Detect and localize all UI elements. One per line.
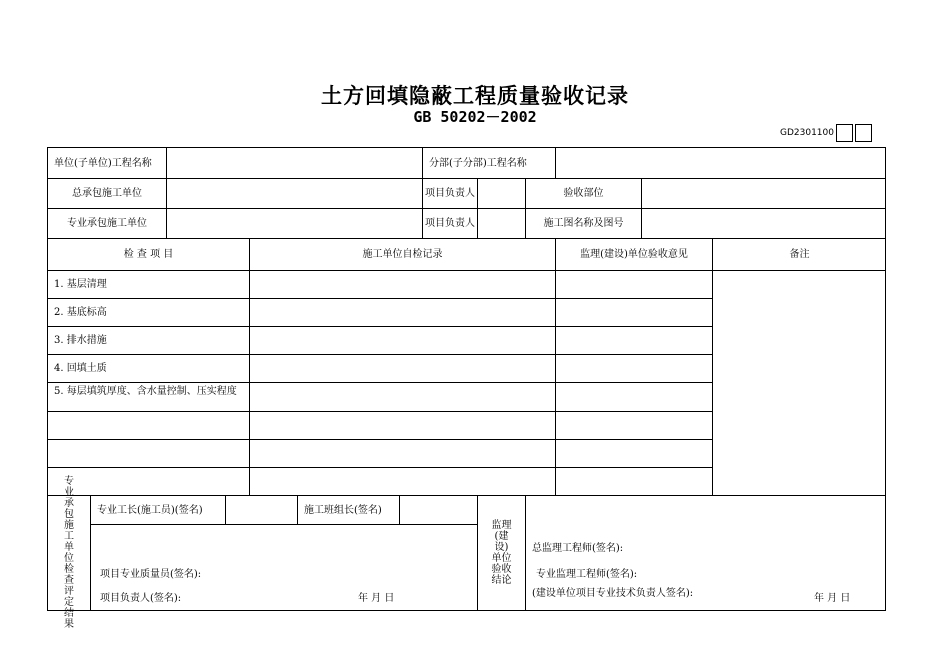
drawing-label: 施工图名称及图号 <box>526 209 642 239</box>
foreman-signature[interactable] <box>226 496 298 525</box>
col-header-check-item: 检 查 项 目 <box>48 239 250 271</box>
supervision-5[interactable] <box>556 383 713 412</box>
remarks-cell[interactable] <box>713 271 886 496</box>
standard-number: GB 50202－2002 <box>413 108 537 126</box>
self-check-4[interactable] <box>250 355 556 383</box>
owner-tech-label: (建设单位项目专业技术负责人签名): <box>532 588 694 599</box>
general-contractor-value[interactable] <box>167 179 423 209</box>
date-right: 年 月 日 <box>814 593 851 604</box>
check-item-4: 4. 回填土质 <box>48 355 250 383</box>
supervision-result-title <box>478 496 526 610</box>
self-check-7[interactable] <box>250 440 556 468</box>
project-leader-label: 项目负责人(签名): <box>100 593 182 604</box>
form-code-box-2[interactable] <box>855 124 872 142</box>
self-check-6[interactable] <box>250 412 556 440</box>
check-item-1: 1. 基层清理 <box>48 271 250 299</box>
self-check-3[interactable] <box>250 327 556 355</box>
supervision-6[interactable] <box>556 412 713 440</box>
specialty-contractor-label: 专业承包施工单位 <box>48 209 167 239</box>
form-code-text: GD2301100 <box>780 128 834 138</box>
project-manager-label-1: 项目负责人 <box>423 179 478 209</box>
supervision-1[interactable] <box>556 271 713 299</box>
check-item-2: 2. 基底标高 <box>48 299 250 327</box>
check-item-3: 3. 排水措施 <box>48 327 250 355</box>
acceptance-form-sheet <box>47 147 886 630</box>
supervision-7[interactable] <box>556 440 713 468</box>
form-code <box>780 124 872 142</box>
form-title: 土方回填隐蔽工程质量验收记录 <box>321 84 629 108</box>
sub-project-label: 分部(子分部)工程名称 <box>423 148 556 179</box>
specialty-supervisor-label: 专业监理工程师(签名): <box>536 569 638 580</box>
self-check-2[interactable] <box>250 299 556 327</box>
self-check-1[interactable] <box>250 271 556 299</box>
unit-project-label: 单位(子单位)工程名称 <box>48 148 167 179</box>
col-header-supervision: 监理(建设)单位验收意见 <box>556 239 713 271</box>
acceptance-part-label: 验收部位 <box>526 179 642 209</box>
acceptance-part-value[interactable] <box>642 179 886 209</box>
col-header-self-check: 施工单位自检记录 <box>250 239 556 271</box>
drawing-value[interactable] <box>642 209 886 239</box>
self-check-5[interactable] <box>250 383 556 412</box>
unit-project-value[interactable] <box>167 148 423 179</box>
project-manager-value-2[interactable] <box>478 209 526 239</box>
team-leader-signature[interactable] <box>400 496 478 525</box>
quality-inspector-label: 项目专业质量员(签名): <box>100 569 202 580</box>
specialty-contractor-value[interactable] <box>167 209 423 239</box>
supervision-4[interactable] <box>556 355 713 383</box>
foreman-label: 专业工长(施工员)(签名) <box>91 496 226 525</box>
contractor-result-title <box>48 476 91 630</box>
check-item-5: 5. 每层填筑厚度、含水量控制、压实程度 <box>48 383 250 412</box>
check-item-7[interactable] <box>48 440 250 468</box>
project-manager-label-2: 项目负责人 <box>423 209 478 239</box>
supervision-3[interactable] <box>556 327 713 355</box>
project-manager-value-1[interactable] <box>478 179 526 209</box>
supervision-2[interactable] <box>556 299 713 327</box>
supervision-result-title-text: 监理(建设)单位验收结论 <box>491 520 512 586</box>
self-check-8[interactable] <box>250 468 556 496</box>
sub-project-value[interactable] <box>556 148 886 179</box>
check-item-6[interactable] <box>48 412 250 440</box>
check-item-8[interactable] <box>48 468 250 496</box>
supervision-8[interactable] <box>556 468 713 496</box>
chief-supervisor-label: 总监理工程师(签名): <box>532 543 624 554</box>
contractor-result-title-text: 专业承包施工单位检查评定结果 <box>64 476 74 630</box>
team-leader-label: 施工班组长(签名) <box>298 496 400 525</box>
form-code-box-1[interactable] <box>836 124 853 142</box>
date-left: 年 月 日 <box>358 593 395 604</box>
general-contractor-label: 总承包施工单位 <box>48 179 167 209</box>
col-header-remarks: 备注 <box>713 239 886 271</box>
